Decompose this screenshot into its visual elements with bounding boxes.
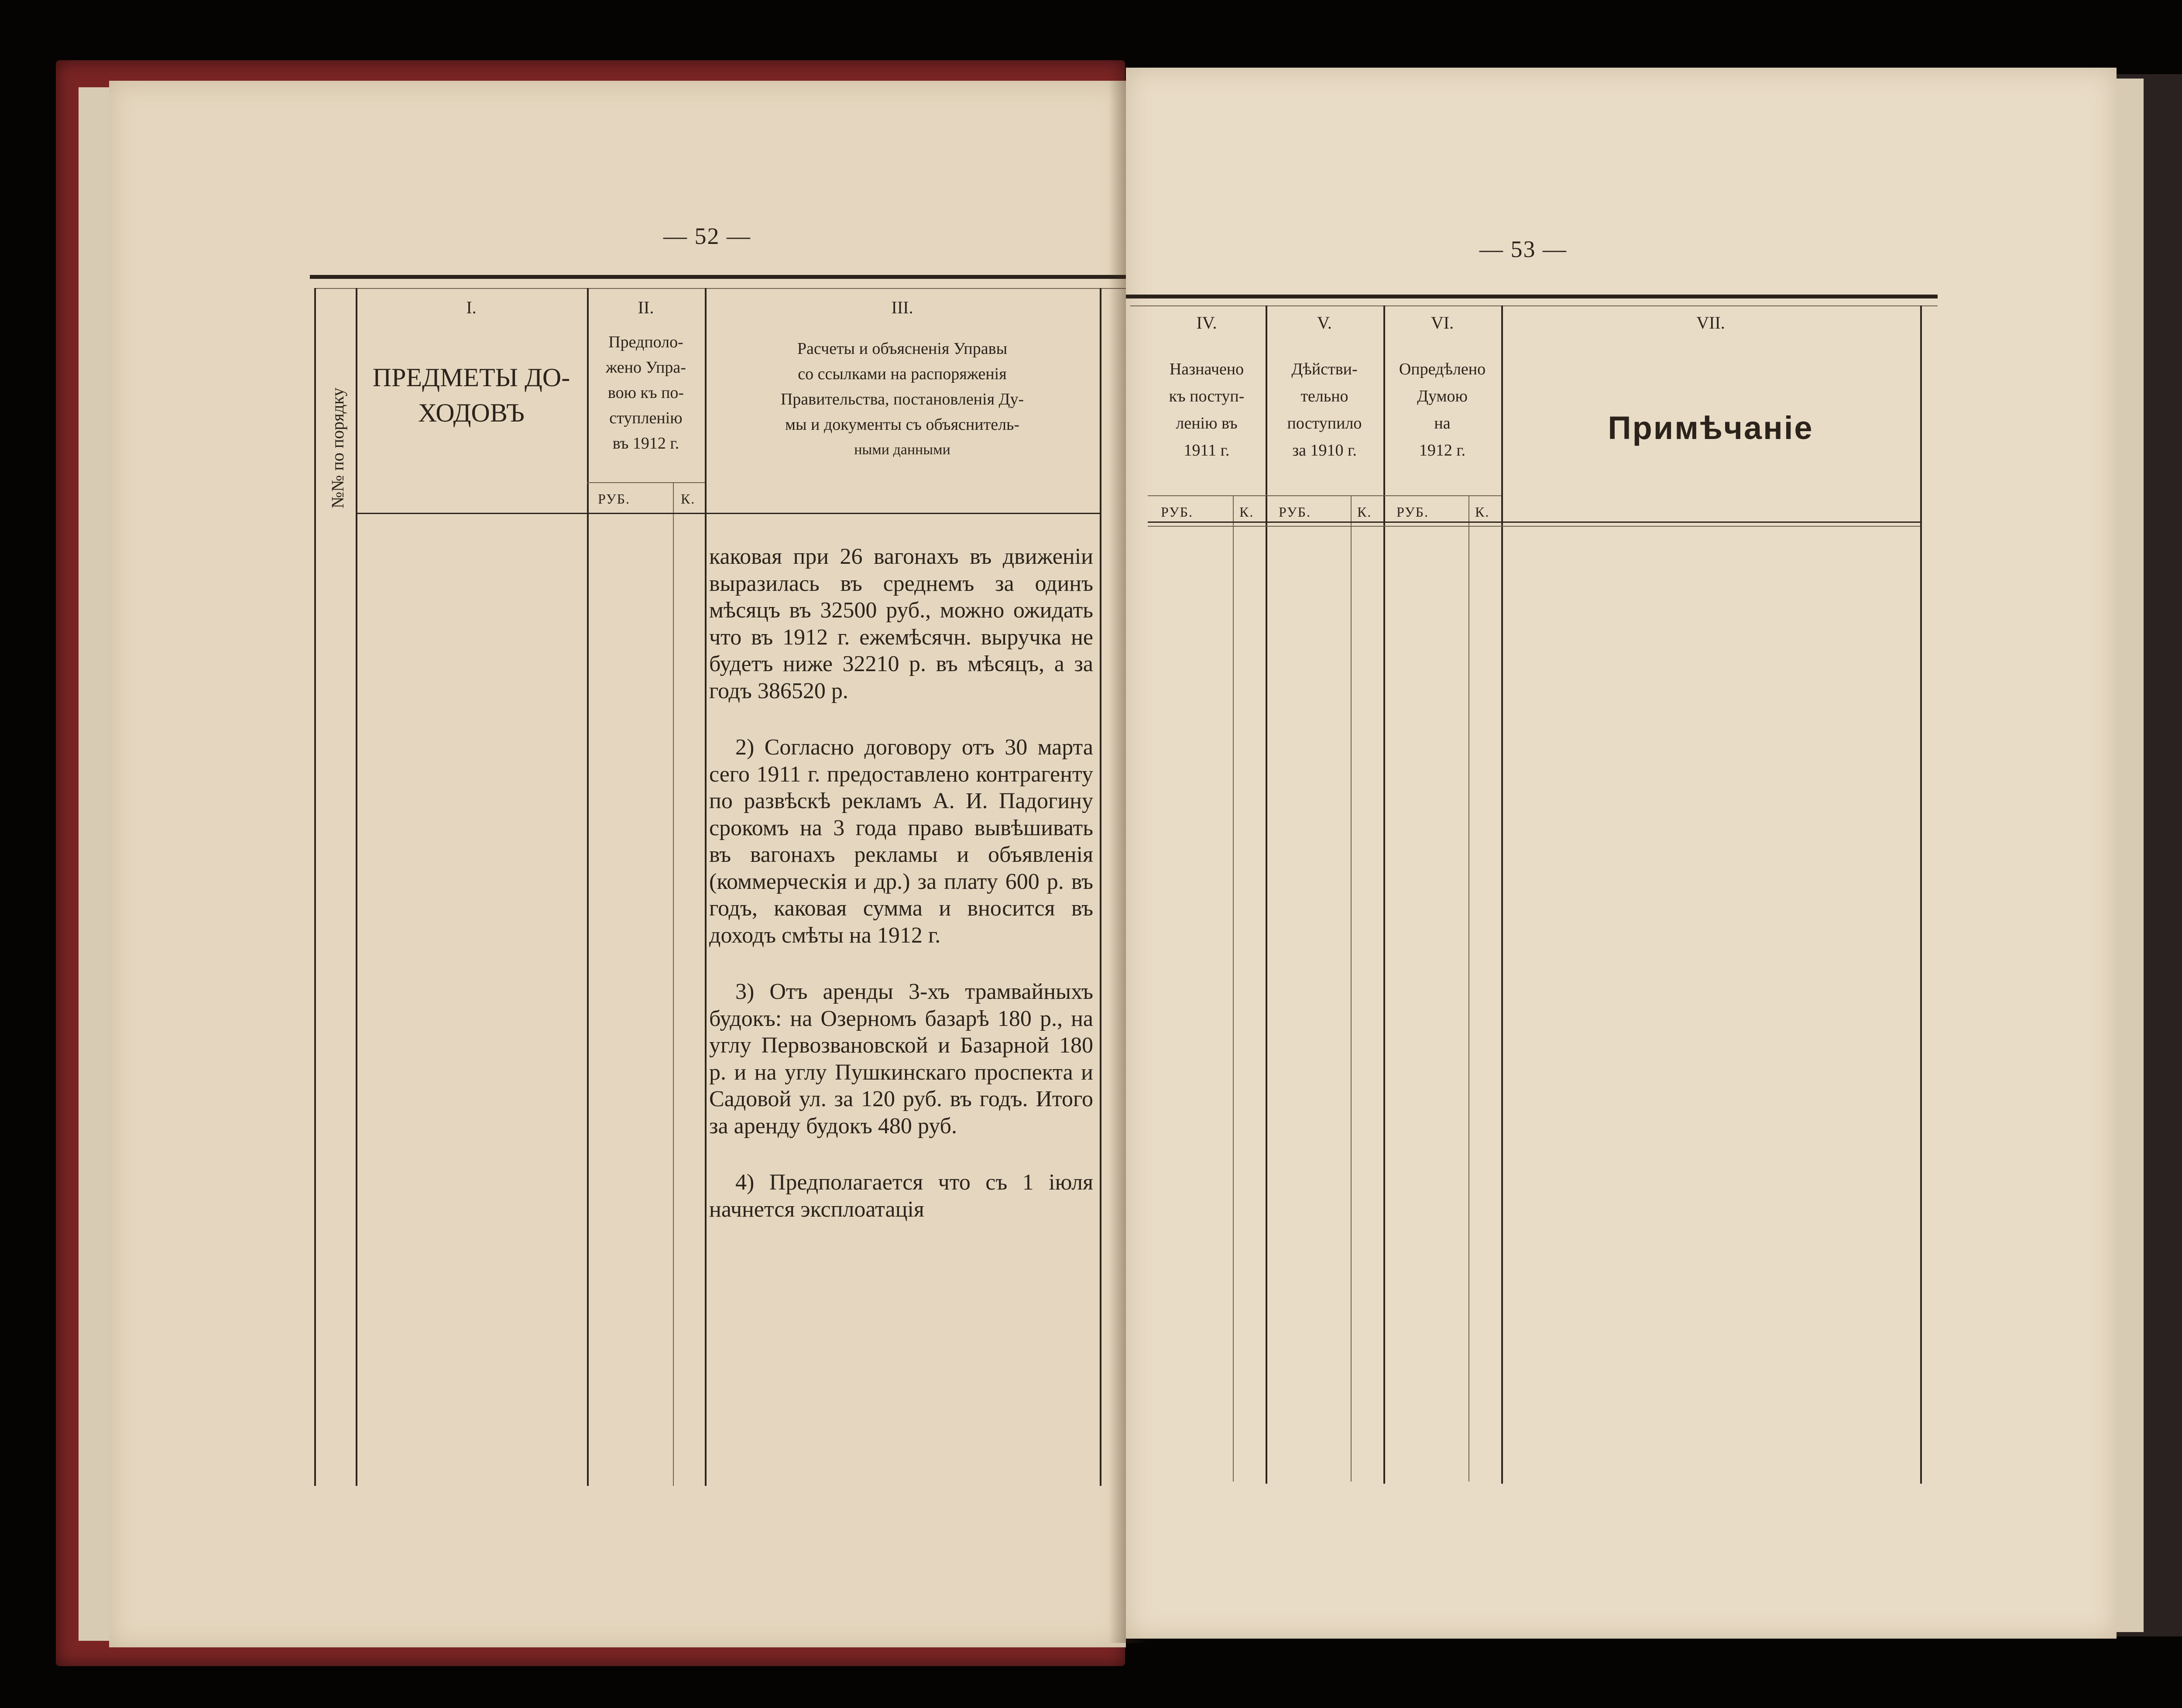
- header-rule-thin: [1130, 305, 1938, 306]
- column-title-4-line: 1911 г.: [1184, 441, 1230, 460]
- column-title-3-line: мы и документы съ объяснитель-: [785, 415, 1020, 434]
- paragraph: каковая при 26 вагонахъ въ движеніи выразилась въ среднемъ за одинъ мѣсяцъ въ 32500 руб., можно ожидать что въ 1912 г. ежемѣсячн. выручка не будетъ ниже 32210 р. въ мѣсяцъ, а за годъ 386520 р.: [709, 544, 1093, 703]
- col-line: [1383, 305, 1385, 1484]
- column-title-4-line: Назначено: [1169, 360, 1244, 378]
- column-title-3: [714, 336, 1091, 463]
- column-title-4: [1148, 356, 1266, 464]
- col-line-kop: [673, 482, 674, 1486]
- col-line-kop: [1468, 495, 1469, 1482]
- column-roman-2: II.: [638, 298, 654, 317]
- header-split-line: [1148, 495, 1501, 496]
- column-title-3-line: ными данными: [854, 442, 950, 458]
- col-line: [705, 288, 707, 1486]
- column-title-2: [587, 329, 705, 456]
- unit-kop: К.: [1239, 504, 1254, 520]
- header-bottom-line: [356, 513, 1100, 514]
- column-title-3-line: со ссылками на распоряженія: [798, 365, 1007, 383]
- page-number: — 53 —: [1479, 236, 1567, 262]
- column-roman-1: I.: [466, 298, 477, 317]
- unit-kop: К.: [681, 491, 696, 507]
- column-title-3-line: Правительства, постановленія Ду-: [780, 390, 1024, 408]
- col-line-kop: [1351, 495, 1352, 1482]
- paragraph: 4) Предполагается что съ 1 іюля начнется эксплоатація: [709, 1170, 1093, 1222]
- column-title-5-line: за 1910 г.: [1292, 441, 1357, 460]
- column-title-1: ПРЕДМЕТЫ ДО-ХОДОВЪ: [372, 363, 570, 427]
- unit-kop: К.: [1475, 504, 1490, 520]
- page-number: — 52 —: [663, 223, 751, 249]
- column-roman-6: VI.: [1431, 313, 1454, 333]
- column-title-6-line: Опредѣлено: [1399, 360, 1486, 378]
- column-roman-7: VII.: [1696, 313, 1725, 333]
- column-label-number: №№ по порядку: [328, 388, 347, 508]
- column-title-4-line: къ поступ-: [1169, 387, 1245, 405]
- col-line: [356, 288, 357, 1486]
- column-title-2-line: вою къ по-: [607, 384, 684, 402]
- column-title-2-line: въ 1912 г.: [612, 434, 679, 453]
- paragraph: 3) Отъ аренды 3-хъ трамвайныхъ будокъ: на Озерномъ базарѣ 180 р., на углу Первозвановской и Базарной 180 р. и на углу Пушкинскаго проспекта и Садовой ул. за 120 руб. въ годъ. Итого за аренду будокъ 480 руб.: [709, 979, 1093, 1139]
- column-title-2-line: жено Упра-: [606, 358, 686, 377]
- explanation-text: [709, 543, 1093, 1223]
- column-roman-4: IV.: [1196, 313, 1217, 333]
- column-title-7: Примѣчаніе: [1608, 410, 1814, 446]
- col-line: [1266, 305, 1267, 1484]
- unit-rub: РУБ.: [1396, 504, 1429, 520]
- paragraph: 2) Согласно договору отъ 30 марта сего 1911 г. предоставлено контрагенту по развѣскѣ рекламъ А. И. Падогину срокомъ на 3 года право вывѣшивать въ вагонахъ рекламы и объявленія (коммерческія и др.) за плату 600 р. въ годъ, каковая сумма и вносится въ доходъ смѣты на 1912 г.: [709, 735, 1093, 948]
- header-rule-thin: [314, 288, 1226, 289]
- header-rule: [1126, 295, 1938, 298]
- column-title-4-line: ленію въ: [1176, 414, 1238, 432]
- column-title-6-line: 1912 г.: [1419, 441, 1466, 460]
- header-bottom-line: [1148, 521, 1920, 523]
- col-line: [587, 288, 589, 1486]
- unit-rub: РУБ.: [1279, 504, 1311, 520]
- column-title-5-line: Дѣйстви-: [1291, 360, 1358, 378]
- header-rule: [310, 275, 1226, 279]
- column-title-3-line: Расчеты и объясненія Управы: [797, 340, 1008, 358]
- header-bottom-line-2: [1148, 526, 1920, 527]
- column-roman-5: V.: [1317, 313, 1332, 333]
- column-title-6-line: на: [1434, 414, 1451, 432]
- col-line: [314, 288, 316, 1486]
- column-title-2-line: ступленію: [609, 409, 683, 427]
- column-title-6-line: Думою: [1417, 387, 1468, 405]
- column-title-5: [1266, 356, 1383, 464]
- unit-rub: РУБ.: [598, 491, 631, 507]
- column-title-6: [1383, 356, 1501, 464]
- column-title-2-line: Предполо-: [608, 333, 683, 351]
- col-line: [1501, 305, 1503, 1484]
- right-page: [1126, 68, 2117, 1639]
- col-line-kop: [1233, 495, 1234, 1482]
- unit-kop: К.: [1357, 504, 1372, 520]
- column-title-5-line: тельно: [1300, 387, 1348, 405]
- header-split-line: [587, 482, 705, 483]
- left-page: [109, 81, 1126, 1647]
- column-title-5-line: поступило: [1287, 414, 1362, 432]
- unit-rub: РУБ.: [1161, 504, 1194, 520]
- column-roman-3: III.: [891, 298, 913, 317]
- col-line: [1100, 288, 1101, 1486]
- col-line: [1920, 305, 1922, 1484]
